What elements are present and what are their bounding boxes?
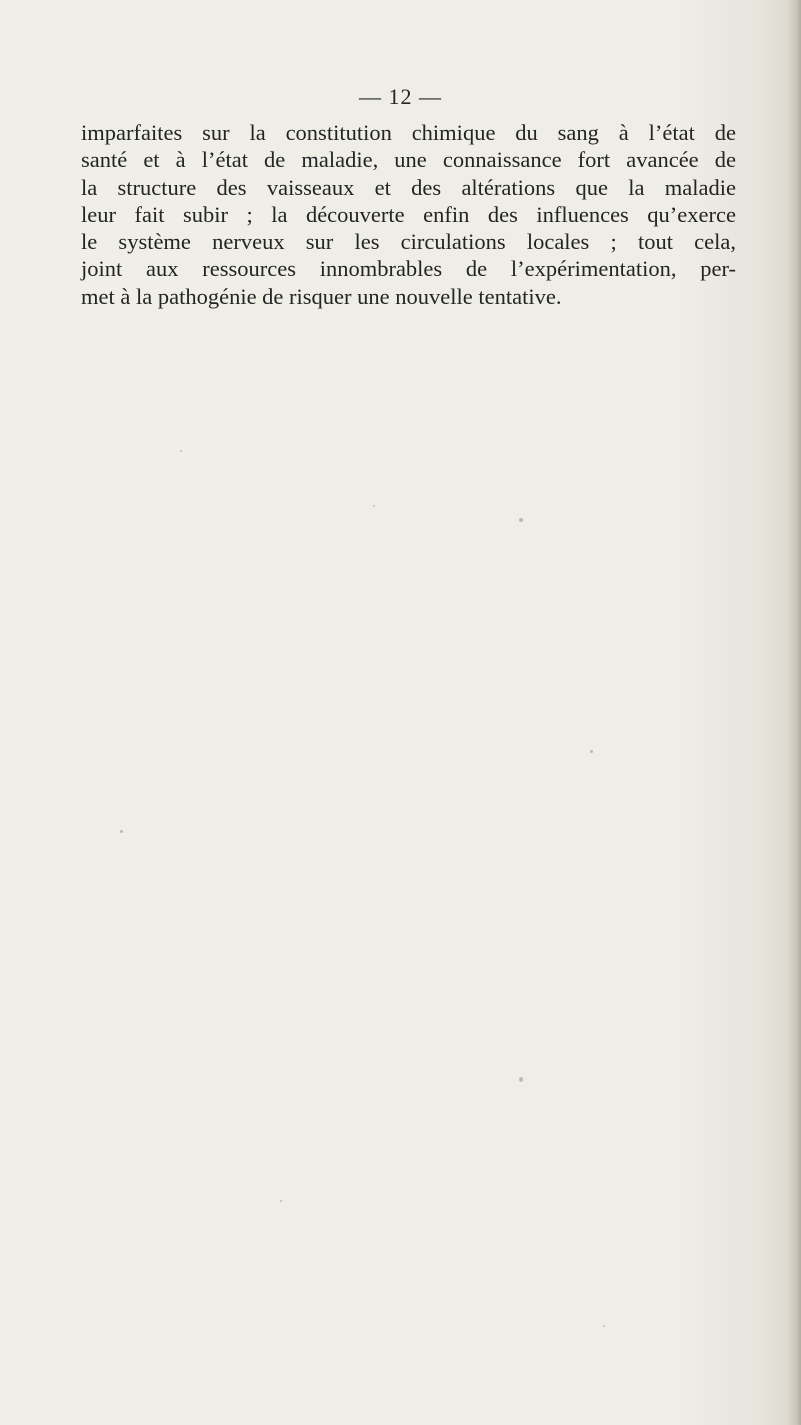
paper-speck [280, 1200, 282, 1202]
body-paragraph [81, 119, 736, 310]
text-line-5: le système nerveux sur les circulations locales ; tout cela, [81, 229, 736, 255]
paper-speck [519, 1077, 523, 1082]
paper-speck [603, 1325, 605, 1327]
text-line-2: santé et à l’état de maladie, une connaissance fort avancée de [81, 147, 736, 173]
paper-speck [373, 505, 375, 507]
text-line-4: leur fait subir ; la découverte enfin des influences qu’exerce [81, 201, 736, 227]
page-number: — 12 — [359, 84, 442, 109]
paper-speck [519, 518, 523, 522]
page-edge-shadow [787, 0, 801, 1425]
text-line-3: la structure des vaisseaux et des altérations que la maladie [81, 174, 736, 200]
text-line-6: joint aux ressources innombrables de l’expérimentation, per- [81, 256, 736, 282]
paper-speck [120, 830, 123, 833]
text-line-7: met à la pathogénie de risquer une nouvelle tentative. [81, 283, 562, 309]
text-line-1: imparfaites sur la constitution chimique du sang à l’état de [81, 120, 736, 145]
paper-speck [590, 750, 593, 753]
paper-speck [180, 450, 182, 452]
